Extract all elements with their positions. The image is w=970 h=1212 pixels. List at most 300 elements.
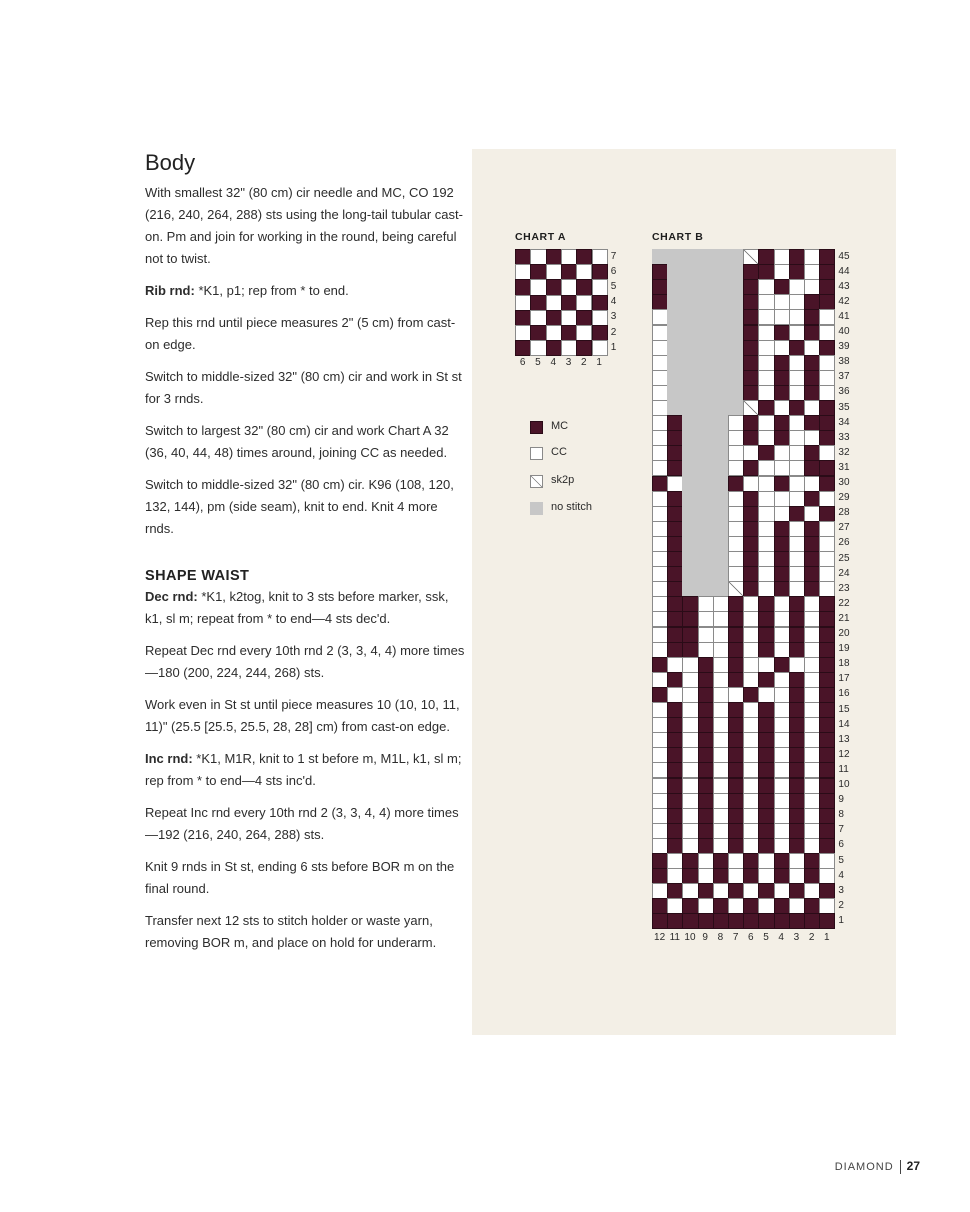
chart-b-mc-stitch — [804, 521, 820, 537]
chart-b-cc-stitch — [819, 491, 835, 507]
chart-b-no-stitch — [667, 355, 683, 371]
chart-b-cc-stitch — [789, 370, 805, 386]
chart-b-mc-stitch — [667, 415, 683, 431]
chart-b-mc-stitch — [682, 853, 698, 869]
chart-b-cc-stitch — [652, 581, 668, 597]
chart-b-mc-stitch — [819, 249, 835, 265]
chart-b-cc-stitch — [652, 778, 668, 794]
chart-b-mc-stitch — [667, 642, 683, 658]
chart-b-mc-stitch — [819, 717, 835, 733]
chart-b-no-stitch — [667, 370, 683, 386]
chart-b-mc-stitch — [667, 823, 683, 839]
chart-b-cc-stitch — [758, 898, 774, 914]
chart-b-cc-stitch — [698, 611, 714, 627]
shape-waist-heading: SHAPE WAIST — [145, 568, 250, 584]
chart-b-cc-stitch — [713, 793, 729, 809]
chart-b-mc-stitch — [743, 370, 759, 386]
chart-b-mc-stitch — [819, 762, 835, 778]
chart-b-mc-stitch — [819, 642, 835, 658]
chart-b-row-label: 24 — [838, 567, 850, 579]
chart-b-cc-stitch — [682, 657, 698, 673]
chart-a-cc-stitch — [592, 249, 608, 265]
chart-b-cc-stitch — [819, 385, 835, 401]
chart-b-mc-stitch — [758, 732, 774, 748]
chart-b-mc-stitch — [789, 838, 805, 854]
chart-b-no-stitch — [682, 309, 698, 325]
chart-b-cc-stitch — [819, 309, 835, 325]
chart-b-cc-stitch — [652, 823, 668, 839]
chart-b-mc-stitch — [819, 430, 835, 446]
footer-pattern-name: DIAMOND — [834, 1161, 894, 1173]
chart-b-cc-stitch — [758, 279, 774, 295]
chart-b-mc-stitch — [789, 596, 805, 612]
chart-b-cc-stitch — [789, 657, 805, 673]
chart-b-mc-stitch — [728, 913, 744, 929]
chart-a-mc-stitch — [546, 310, 562, 326]
chart-b-mc-stitch — [789, 642, 805, 658]
chart-b-mc-stitch — [743, 294, 759, 310]
chart-b-no-stitch — [713, 476, 729, 492]
chart-b-no-stitch — [698, 521, 714, 537]
chart-b-mc-stitch — [667, 506, 683, 522]
chart-b-mc-stitch — [728, 642, 744, 658]
chart-b-mc-stitch — [667, 430, 683, 446]
chart-b-cc-stitch — [743, 732, 759, 748]
chart-b-cc-stitch — [652, 536, 668, 552]
chart-b-cc-stitch — [789, 566, 805, 582]
chart-b-row-label: 34 — [838, 416, 850, 428]
chart-b-cc-stitch — [682, 747, 698, 763]
chart-b-row-label: 25 — [838, 552, 850, 564]
chart-b-cc-stitch — [819, 898, 835, 914]
chart-a-mc-stitch — [546, 249, 562, 265]
chart-b-row-label: 11 — [838, 763, 849, 775]
chart-b-cc-stitch — [743, 762, 759, 778]
body-paragraph: Rib rnd: *K1, p1; rep from * to end. — [145, 283, 349, 298]
chart-b-cc-stitch — [652, 491, 668, 507]
chart-b-no-stitch — [698, 476, 714, 492]
chart-b-cc-stitch — [652, 702, 668, 718]
chart-b-mc-stitch — [804, 868, 820, 884]
chart-b-cc-stitch — [652, 370, 668, 386]
chart-b-cc-stitch — [774, 627, 790, 643]
chart-b-mc-stitch — [758, 445, 774, 461]
chart-a-mc-stitch — [561, 264, 577, 280]
chart-b-no-stitch — [698, 325, 714, 341]
chart-b-mc-stitch — [698, 747, 714, 763]
chart-b-cc-stitch — [652, 672, 668, 688]
chart-b-mc-stitch — [652, 853, 668, 869]
chart-b-cc-stitch — [789, 460, 805, 476]
chart-b-no-stitch — [713, 460, 729, 476]
waist-paragraph: Inc rnd: *K1, M1R, knit to 1 st before m, M1L, k1, sl m; rep from * to end—4 sts inc'd. — [145, 751, 462, 788]
chart-b-mc-stitch — [819, 611, 835, 627]
chart-b-row-label: 2 — [838, 899, 844, 911]
chart-b-cc-stitch — [713, 702, 729, 718]
chart-b-cc-stitch — [728, 445, 744, 461]
chart-b-no-stitch — [713, 385, 729, 401]
chart-b-cc-stitch — [774, 506, 790, 522]
chart-b-cc-stitch — [728, 521, 744, 537]
chart-a-cc-stitch — [576, 325, 592, 341]
chart-b-mc-stitch — [728, 611, 744, 627]
chart-b-row-label: 40 — [838, 326, 850, 338]
chart-a-mc-stitch — [592, 325, 608, 341]
chart-b-mc-stitch — [682, 611, 698, 627]
chart-b-cc-stitch — [682, 732, 698, 748]
chart-b-no-stitch — [713, 521, 729, 537]
chart-b-column-label: 2 — [808, 931, 815, 943]
chart-b-cc-stitch — [819, 853, 835, 869]
legend-swatch-sk2p-stitch — [530, 475, 543, 488]
chart-b-mc-stitch — [804, 445, 820, 461]
chart-b-cc-stitch — [728, 687, 744, 703]
chart-b-cc-stitch — [682, 823, 698, 839]
chart-b-row-label: 31 — [838, 461, 850, 473]
chart-b-mc-stitch — [774, 476, 790, 492]
chart-b-no-stitch — [713, 430, 729, 446]
chart-b-cc-stitch — [774, 687, 790, 703]
chart-b-cc-stitch — [804, 400, 820, 416]
chart-b-no-stitch — [667, 264, 683, 280]
chart-b-mc-stitch — [743, 264, 759, 280]
chart-b-no-stitch — [682, 460, 698, 476]
chart-b-cc-stitch — [819, 445, 835, 461]
chart-b-cc-stitch — [682, 702, 698, 718]
chart-b-mc-stitch — [698, 883, 714, 899]
chart-b-no-stitch — [682, 521, 698, 537]
chart-b-no-stitch — [713, 294, 729, 310]
chart-b-cc-stitch — [728, 491, 744, 507]
waist-paragraph: Transfer next 12 sts to stitch holder or waste yarn, removing BOR m, and place on hold for underarm. — [145, 913, 437, 950]
chart-a-cc-stitch — [561, 340, 577, 356]
chart-b-mc-stitch — [667, 491, 683, 507]
chart-b-cc-stitch — [819, 551, 835, 567]
chart-b-cc-stitch — [652, 596, 668, 612]
chart-b-column-label: 3 — [793, 931, 800, 943]
chart-a-row-label: 1 — [610, 341, 617, 353]
chart-b-no-stitch — [713, 491, 729, 507]
chart-b-cc-stitch — [682, 687, 698, 703]
chart-b-row-label: 44 — [838, 265, 850, 277]
chart-b-row-label: 21 — [838, 612, 850, 624]
chart-b-no-stitch — [698, 506, 714, 522]
chart-b-cc-stitch — [804, 506, 820, 522]
chart-b-mc-stitch — [789, 506, 805, 522]
chart-b-cc-stitch — [682, 672, 698, 688]
chart-b-mc-stitch — [819, 778, 835, 794]
chart-b-cc-stitch — [667, 853, 683, 869]
chart-b-cc-stitch — [789, 491, 805, 507]
chart-b-mc-stitch — [743, 551, 759, 567]
chart-b-mc-stitch — [819, 400, 835, 416]
chart-b-mc-stitch — [743, 325, 759, 341]
chart-b-row-label: 4 — [838, 869, 844, 881]
page-number: 27 — [906, 1159, 920, 1173]
chart-b-mc-stitch — [652, 476, 668, 492]
chart-b-mc-stitch — [804, 551, 820, 567]
chart-b-mc-stitch — [789, 778, 805, 794]
chart-b-cc-stitch — [667, 898, 683, 914]
chart-b-row-label: 7 — [838, 824, 844, 836]
chart-b-cc-stitch — [819, 370, 835, 386]
chart-a-mc-stitch — [515, 279, 531, 295]
chart-a-cc-stitch — [530, 310, 546, 326]
chart-b-cc-stitch — [804, 778, 820, 794]
page-footer — [835, 1159, 920, 1174]
chart-b-mc-stitch — [819, 913, 835, 929]
chart-b-no-stitch — [698, 279, 714, 295]
chart-b-cc-stitch — [804, 717, 820, 733]
chart-a-cc-stitch — [515, 325, 531, 341]
chart-b-no-stitch — [713, 325, 729, 341]
chart-b-mc-stitch — [667, 702, 683, 718]
chart-b-mc-stitch — [667, 732, 683, 748]
chart-b-row-label: 27 — [838, 522, 850, 534]
chart-b-mc-stitch — [652, 868, 668, 884]
chart-b-cc-stitch — [804, 808, 820, 824]
chart-b-mc-stitch — [667, 913, 683, 929]
chart-b-mc-stitch — [667, 566, 683, 582]
chart-b-mc-stitch — [774, 657, 790, 673]
chart-b-no-stitch — [682, 581, 698, 597]
chart-a-title: CHART A — [515, 231, 567, 243]
chart-b-cc-stitch — [774, 793, 790, 809]
chart-b-column-label: 9 — [702, 931, 708, 943]
chart-b-mc-stitch — [758, 672, 774, 688]
chart-a-mc-stitch — [592, 295, 608, 311]
legend-swatch-mc-stitch — [530, 421, 543, 434]
chart-a-cc-stitch — [592, 310, 608, 326]
chart-b-cc-stitch — [804, 340, 820, 356]
chart-b-cc-stitch — [789, 581, 805, 597]
chart-a-mc-stitch — [576, 340, 592, 356]
chart-b-mc-stitch — [804, 385, 820, 401]
chart-b-mc-stitch — [789, 627, 805, 643]
chart-b-cc-stitch — [713, 747, 729, 763]
chart-b-mc-stitch — [667, 672, 683, 688]
chart-b-column-label: 10 — [684, 931, 696, 943]
chart-b-sk2p-stitch — [743, 249, 759, 265]
chart-b-no-stitch — [698, 430, 714, 446]
chart-b-mc-stitch — [819, 415, 835, 431]
chart-b-row-label: 12 — [838, 748, 850, 760]
chart-b-cc-stitch — [728, 566, 744, 582]
chart-b-mc-stitch — [758, 823, 774, 839]
chart-b-cc-stitch — [682, 778, 698, 794]
chart-a-mc-stitch — [530, 295, 546, 311]
chart-b-no-stitch — [667, 400, 683, 416]
legend-swatch-no-stitch — [530, 502, 543, 515]
body-paragraph: Rep this rnd until piece measures 2" (5 cm) from cast-on edge. — [145, 315, 456, 352]
chart-b-cc-stitch — [698, 898, 714, 914]
chart-b-mc-stitch — [774, 536, 790, 552]
chart-b-cc-stitch — [713, 808, 729, 824]
chart-b-mc-stitch — [789, 611, 805, 627]
chart-a-mc-stitch — [546, 340, 562, 356]
chart-b-cc-stitch — [652, 611, 668, 627]
chart-b-cc-stitch — [804, 476, 820, 492]
chart-b-cc-stitch — [804, 249, 820, 265]
chart-b-no-stitch — [682, 445, 698, 461]
chart-b-no-stitch — [667, 340, 683, 356]
chart-b-cc-stitch — [774, 611, 790, 627]
chart-b-mc-stitch — [667, 778, 683, 794]
chart-b-no-stitch — [682, 506, 698, 522]
chart-b-mc-stitch — [758, 762, 774, 778]
chart-b-mc-stitch — [682, 642, 698, 658]
chart-b-sk2p-stitch — [728, 581, 744, 597]
chart-b-cc-stitch — [804, 672, 820, 688]
chart-a-cc-stitch — [530, 249, 546, 265]
chart-b-row-label: 39 — [838, 341, 850, 353]
chart-b-mc-stitch — [728, 476, 744, 492]
chart-b-mc-stitch — [819, 657, 835, 673]
chart-b-no-stitch — [713, 370, 729, 386]
chart-b-no-stitch — [698, 385, 714, 401]
chart-b-mc-stitch — [774, 370, 790, 386]
chart-b-mc-stitch — [819, 883, 835, 899]
chart-b-mc-stitch — [789, 808, 805, 824]
chart-b-cc-stitch — [652, 400, 668, 416]
chart-b-cc-stitch — [728, 868, 744, 884]
chart-b-mc-stitch — [682, 898, 698, 914]
chart-b-cc-stitch — [774, 823, 790, 839]
chart-b-no-stitch — [682, 430, 698, 446]
chart-a-column-label: 1 — [596, 357, 602, 369]
chart-b-cc-stitch — [743, 793, 759, 809]
chart-b-no-stitch — [698, 340, 714, 356]
chart-b-row-label: 33 — [838, 431, 850, 443]
chart-b-no-stitch — [698, 551, 714, 567]
legend-label: CC — [551, 446, 567, 458]
waist-paragraph: Dec rnd: *K1, k2tog, knit to 3 sts before marker, ssk, k1, sl m; repeat from * to end—4 sts dec'd. — [145, 589, 449, 626]
chart-a-column-label: 6 — [519, 357, 526, 369]
chart-b-mc-stitch — [667, 762, 683, 778]
chart-b-cc-stitch — [652, 385, 668, 401]
chart-b-cc-stitch — [774, 264, 790, 280]
chart-b-cc-stitch — [758, 581, 774, 597]
chart-b-mc-stitch — [804, 581, 820, 597]
waist-term: Dec rnd: — [145, 589, 198, 604]
chart-b-cc-stitch — [789, 476, 805, 492]
chart-b-cc-stitch — [804, 883, 820, 899]
chart-b-mc-stitch — [774, 913, 790, 929]
chart-a-column-label: 4 — [550, 357, 557, 369]
chart-b-mc-stitch — [774, 551, 790, 567]
chart-b-cc-stitch — [652, 747, 668, 763]
chart-b-cc-stitch — [713, 642, 729, 658]
chart-b-no-stitch — [682, 249, 698, 265]
chart-b-mc-stitch — [743, 491, 759, 507]
chart-a-column-label: 5 — [535, 357, 541, 369]
chart-b-no-stitch — [728, 264, 744, 280]
chart-b-cc-stitch — [728, 853, 744, 869]
chart-b-cc-stitch — [652, 309, 668, 325]
chart-b-cc-stitch — [713, 687, 729, 703]
chart-b-mc-stitch — [743, 506, 759, 522]
chart-b-mc-stitch — [667, 627, 683, 643]
chart-b-mc-stitch — [667, 808, 683, 824]
chart-b-mc-stitch — [728, 747, 744, 763]
chart-b-cc-stitch — [804, 762, 820, 778]
chart-b-cc-stitch — [728, 430, 744, 446]
chart-b-mc-stitch — [819, 596, 835, 612]
chart-b-cc-stitch — [682, 793, 698, 809]
chart-b-cc-stitch — [743, 657, 759, 673]
chart-b-mc-stitch — [819, 294, 835, 310]
waist-paragraph: Work even in St st until piece measures 10 (10, 10, 11, 11)" (25.5 [25.5, 25.5, 28, 28] cm) from cast-on edge. — [145, 697, 460, 734]
chart-b-mc-stitch — [667, 611, 683, 627]
chart-b-cc-stitch — [789, 898, 805, 914]
chart-b-mc-stitch — [758, 913, 774, 929]
chart-b-cc-stitch — [758, 370, 774, 386]
chart-a-cc-stitch — [546, 325, 562, 341]
chart-b-cc-stitch — [743, 611, 759, 627]
chart-b-cc-stitch — [682, 762, 698, 778]
chart-b-cc-stitch — [743, 596, 759, 612]
chart-b-cc-stitch — [774, 249, 790, 265]
chart-b-cc-stitch — [774, 808, 790, 824]
chart-b-cc-stitch — [743, 642, 759, 658]
chart-b-cc-stitch — [682, 838, 698, 854]
chart-b-mc-stitch — [728, 823, 744, 839]
chart-b-cc-stitch — [789, 445, 805, 461]
chart-b-no-stitch — [698, 355, 714, 371]
chart-b-cc-stitch — [758, 868, 774, 884]
chart-a-cc-stitch — [530, 279, 546, 295]
chart-b-no-stitch — [682, 264, 698, 280]
chart-a-cc-stitch — [561, 310, 577, 326]
chart-b-mc-stitch — [774, 385, 790, 401]
chart-b-cc-stitch — [774, 762, 790, 778]
chart-b-mc-stitch — [758, 747, 774, 763]
chart-b-mc-stitch — [698, 672, 714, 688]
chart-b-mc-stitch — [728, 627, 744, 643]
chart-b-mc-stitch — [789, 672, 805, 688]
chart-b-cc-stitch — [774, 400, 790, 416]
chart-b-cc-stitch — [804, 687, 820, 703]
chart-b-cc-stitch — [652, 521, 668, 537]
chart-b-cc-stitch — [652, 642, 668, 658]
chart-b-cc-stitch — [743, 883, 759, 899]
chart-b-row-label: 10 — [838, 779, 850, 791]
chart-b-cc-stitch — [652, 551, 668, 567]
chart-b-row-label: 42 — [838, 295, 850, 307]
chart-b-cc-stitch — [774, 778, 790, 794]
chart-b-no-stitch — [682, 279, 698, 295]
chart-a-mc-stitch — [592, 264, 608, 280]
chart-b-cc-stitch — [743, 823, 759, 839]
chart-b-no-stitch — [667, 279, 683, 295]
chart-b-cc-stitch — [713, 883, 729, 899]
chart-b-row-label: 9 — [838, 794, 844, 806]
chart-b-mc-stitch — [819, 627, 835, 643]
chart-b-column-label: 4 — [778, 931, 784, 943]
chart-b-cc-stitch — [713, 657, 729, 673]
chart-b-mc-stitch — [758, 717, 774, 733]
chart-a-cc-stitch — [576, 264, 592, 280]
chart-b-cc-stitch — [713, 672, 729, 688]
chart-b-cc-stitch — [682, 883, 698, 899]
chart-b-mc-stitch — [728, 838, 744, 854]
chart-b-mc-stitch — [743, 853, 759, 869]
chart-b-no-stitch — [713, 264, 729, 280]
chart-b-sk2p-stitch — [743, 400, 759, 416]
chart-b-row-label: 16 — [838, 688, 850, 700]
chart-b-cc-stitch — [804, 596, 820, 612]
chart-b-row-label: 15 — [838, 703, 850, 715]
